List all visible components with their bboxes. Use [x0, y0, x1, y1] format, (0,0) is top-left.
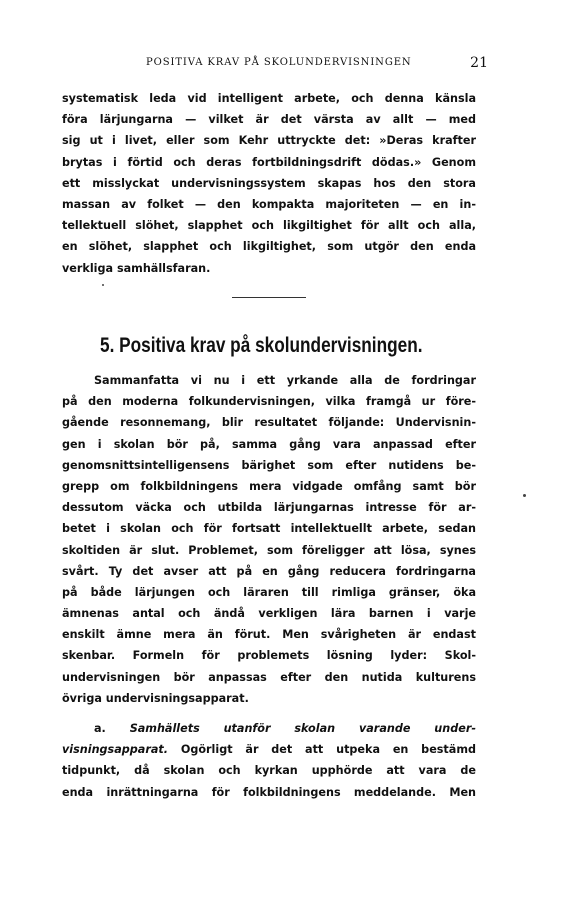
- text-line: skenbar. Formeln för problemets lösning lyder: Skol-: [62, 649, 476, 663]
- paragraph-continued: [62, 88, 476, 279]
- text-line: svårt. Ty det avser att på en gång reducera fordringarna: [62, 564, 476, 578]
- text-line: brytas i förtid och deras fortbildningsdrift dödas.» Genom: [62, 155, 476, 169]
- text-line: sig ut i livet, eller som Kehr uttryckte det: »Deras krafter: [62, 134, 476, 148]
- running-header: [62, 57, 488, 75]
- text-line: grepp om folkbildningens mera vidgade omfång samt bör: [62, 479, 476, 493]
- page-number: 21: [470, 55, 488, 71]
- text-line: [62, 718, 476, 739]
- subsection-title: visningsapparat.: [62, 743, 168, 757]
- text-line: dessutom väcka och utbilda lärjungarnas intresse för ar-: [62, 501, 476, 515]
- text-line: tellektuell slöhet, slapphet och likgiltighet för allt och alla,: [62, 219, 476, 233]
- text-fragment: Ogörligt är det att utpeka en bestämd: [180, 743, 476, 757]
- text-line: ämnenas antal och ändå verkligen lära barnen i varje: [62, 607, 476, 621]
- text-line: på den moderna folkundervisningen, vilka framgå ur före-: [62, 395, 476, 409]
- text-line: ett misslyckat undervisningssystem skapas hos den stora: [62, 176, 476, 190]
- text-line: övriga undervisningsapparat.: [62, 691, 249, 705]
- text-line: massan av folket — den kompakta majoriteten — en in-: [62, 197, 476, 211]
- section-heading: 5. Positiva krav på skolundervisningen.: [100, 334, 423, 357]
- text-line: en slöhet, slapphet och likgiltighet, som utgör den enda: [62, 240, 476, 254]
- text-line: [62, 739, 476, 760]
- text-line: enda inrättningarna för folkbildningens meddelande. Men: [62, 785, 476, 799]
- text-line: gen i skolan bör på, samma gång vara anpassad efter: [62, 437, 476, 451]
- subsection-paragraph: [62, 718, 476, 803]
- text-line: Sammanfatta vi nu i ett yrkande alla de fordringar: [94, 374, 476, 387]
- text-line: skoltiden är slut. Problemet, som föreligger att lösa, synes: [62, 543, 476, 557]
- subsection-label: a.: [94, 722, 106, 735]
- text-line: verkliga samhällsfaran.: [62, 261, 211, 275]
- text-line: föra lärjungarna — vilket är det värsta av allt — med: [62, 113, 476, 127]
- text-line: på både lärjungen och läraren till rimliga gränser, öka: [62, 585, 476, 599]
- print-speck: [523, 494, 526, 497]
- text-line: undervisningen bör anpassas efter den nutida kulturens: [62, 670, 476, 684]
- paragraph-section-body: [62, 370, 476, 709]
- text-line: systematisk leda vid intelligent arbete, och denna känsla: [62, 92, 476, 105]
- text-line: genomsnittsintelligensens bärighet som efter nutidens be-: [62, 458, 476, 472]
- text-line: betet i skolan och för fortsatt intellektuellt arbete, sedan: [62, 522, 476, 536]
- text-line: enskilt ämne mera än förut. Men svårigheten är endast: [62, 628, 476, 642]
- subsection-title: Samhällets utanför skolan varande under-: [129, 722, 476, 735]
- text-line: gående resonnemang, blir resultatet följande: Undervisnin-: [62, 416, 476, 430]
- section-divider: [232, 297, 306, 298]
- print-speck: [102, 284, 104, 286]
- text-line: tidpunkt, då skolan och kyrkan upphörde att vara de: [62, 764, 476, 778]
- running-title: POSITIVA KRAV PÅ SKOLUNDERVISNINGEN: [146, 57, 412, 68]
